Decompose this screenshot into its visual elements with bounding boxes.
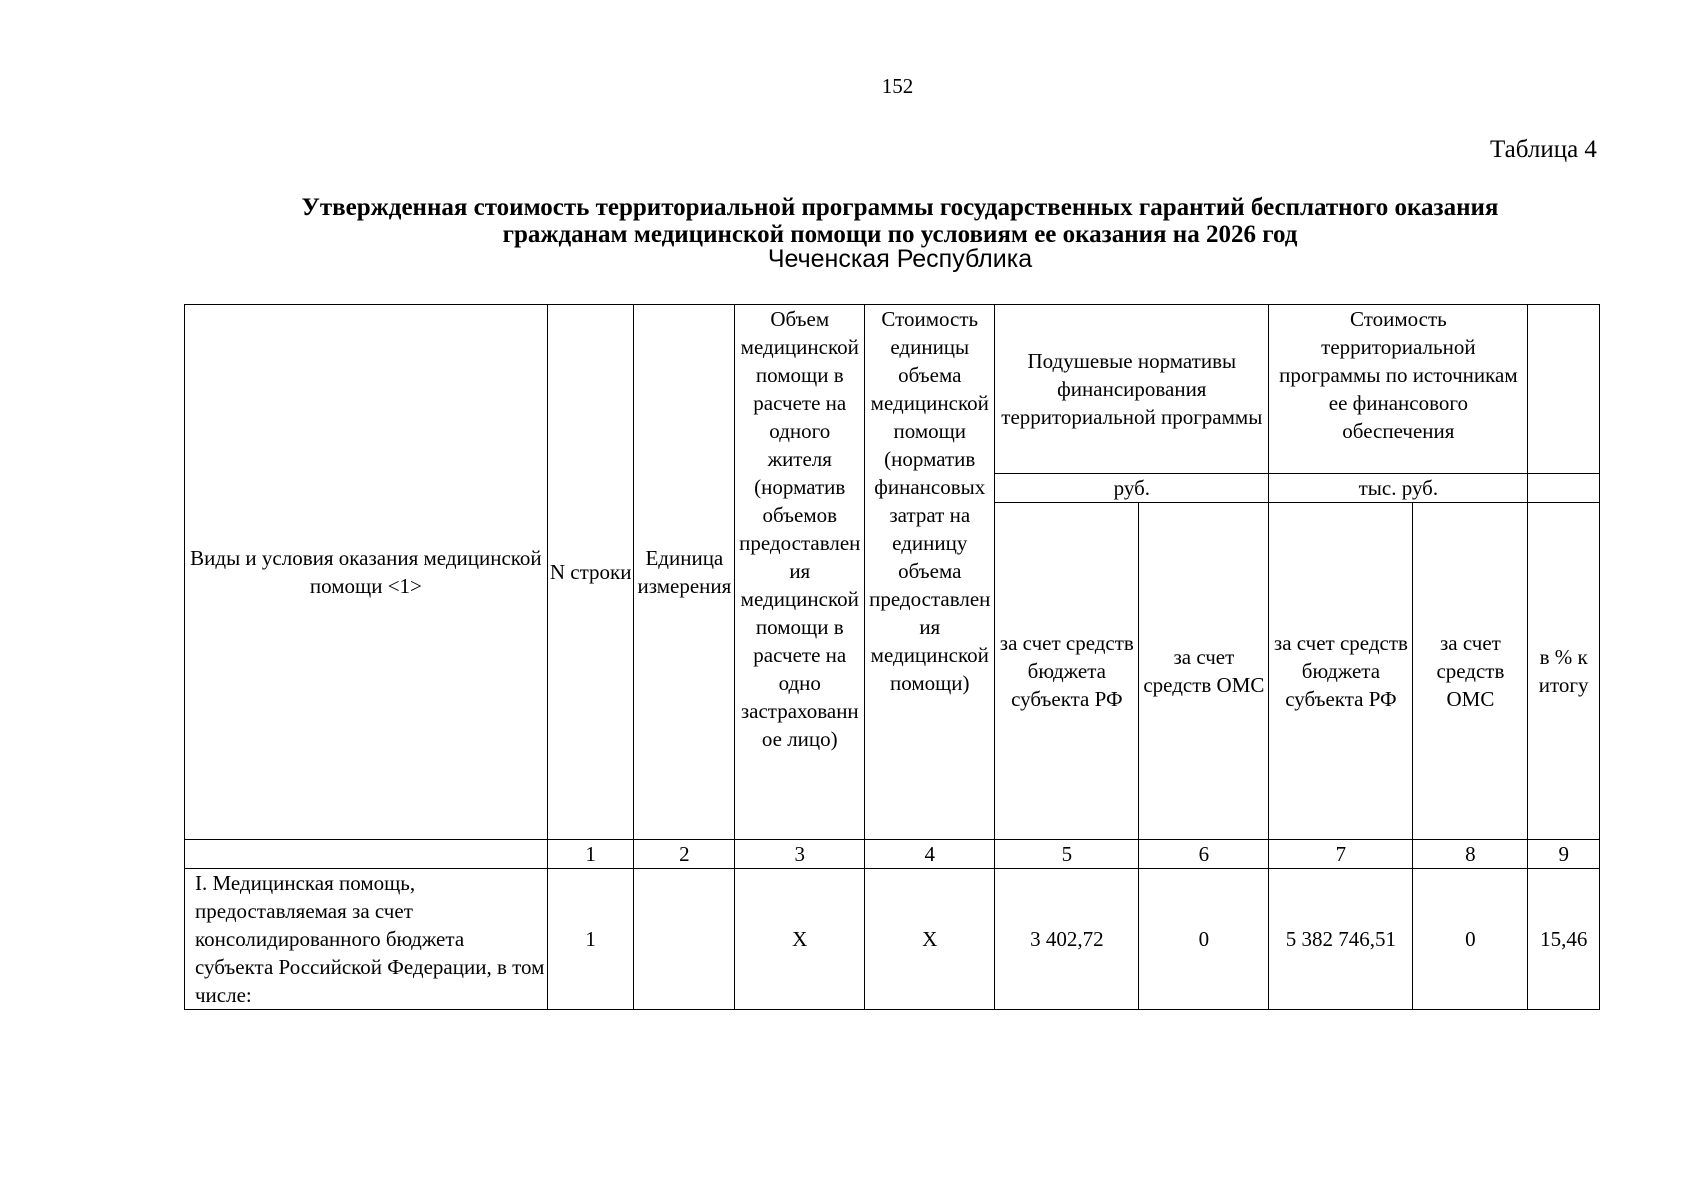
column-number: 4: [865, 840, 995, 869]
column-number: [185, 840, 548, 869]
column-number-row: [185, 840, 1600, 869]
region-name: Чеченская Республика: [767, 245, 1033, 273]
column-number: 8: [1413, 840, 1528, 869]
header-unit-blank: [1528, 474, 1600, 503]
header-blank: [1528, 305, 1600, 474]
title-line-1: Утвержденная стоимость территориальной программы государственных гарантий бесплатного оказания: [301, 194, 1499, 221]
header-budget-rf: за счет средств бюджета субъекта РФ: [995, 503, 1139, 840]
header-program-cost-group: Стоимость территориальной программы по источникам ее финансового обеспечения: [1269, 305, 1528, 474]
column-number: 7: [1269, 840, 1413, 869]
header-type: Виды и условия оказания медицинской помощи <1>: [185, 305, 548, 840]
header-row-no: N строки: [547, 305, 634, 840]
row-per-capita-budget: 3 402,72: [995, 869, 1139, 1010]
header-unit: Единица измерения: [634, 305, 735, 840]
row-cost-oms: 0: [1413, 869, 1528, 1010]
row-name: I. Медицинская помощь, предоставляемая за счет консолидированного бюджета субъекта Российской Федерации, в том числе:: [185, 869, 548, 1010]
row-volume: X: [735, 869, 865, 1010]
row-unit: [634, 869, 735, 1010]
column-number: 3: [735, 840, 865, 869]
row-percent: 15,46: [1528, 869, 1600, 1010]
header-cost: Стоимость единицы объема медицинской помощи (норматив финансовых затрат на единицу объема предоставления медицинской помощи): [865, 305, 995, 840]
document-title: [200, 194, 1600, 248]
column-number: 5: [995, 840, 1139, 869]
cost-table: [184, 304, 1600, 1010]
column-number: 1: [547, 840, 634, 869]
header-oms-2: за счет средств ОМС: [1413, 503, 1528, 840]
header-unit-thousand-rub: тыс. руб.: [1269, 474, 1528, 503]
header-oms: за счет средств ОМС: [1139, 503, 1269, 840]
row-per-capita-oms: 0: [1139, 869, 1269, 1010]
column-number: 6: [1139, 840, 1269, 869]
page-number: 152: [881, 74, 914, 98]
header-budget-rf-2: за счет средств бюджета субъекта РФ: [1269, 503, 1413, 840]
header-unit-rub: руб.: [995, 474, 1269, 503]
row-cost-budget: 5 382 746,51: [1269, 869, 1413, 1010]
title-line-2: гражданам медицинской помощи по условиям ее оказания на 2026 год: [502, 221, 1298, 248]
table-label: Таблица 4: [1490, 136, 1597, 163]
header-row-1: [185, 305, 1600, 474]
column-number: 9: [1528, 840, 1600, 869]
header-per-capita-group: Подушевые нормативы финансирования территориальной программы: [995, 305, 1269, 474]
row-cost: X: [865, 869, 995, 1010]
header-percent: в % к итогу: [1528, 503, 1600, 840]
column-number: 2: [634, 840, 735, 869]
header-volume: Объем медицинской помощи в расчете на одного жителя (норматив объемов предоставления медицинской помощи в расчете на одно застрахованное лицо): [735, 305, 865, 840]
row-number: 1: [547, 869, 634, 1010]
table-row: [185, 869, 1600, 1010]
